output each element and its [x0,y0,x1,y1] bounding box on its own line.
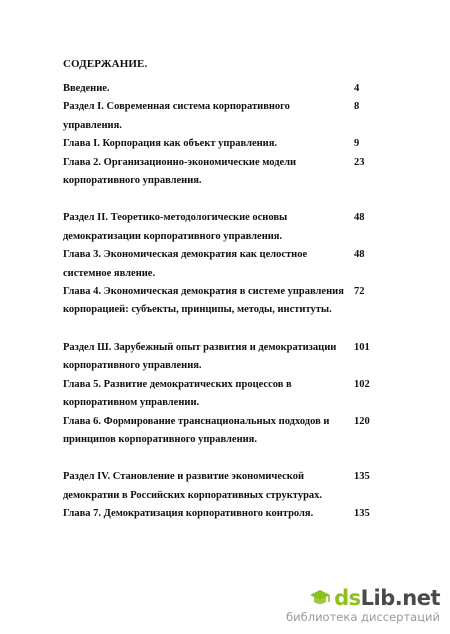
toc-entry [63,468,383,505]
toc-entry-page: 48 [354,249,365,261]
toc-entry [63,98,383,135]
watermark [286,587,440,624]
toc-entry [63,283,383,320]
toc-entry-title: Введение. [63,83,110,94]
toc-entry-page: 23 [354,156,365,168]
graduation-cap-icon [309,589,331,607]
toc-entry-page: 4 [354,83,360,94]
watermark-subtitle: библиотека диссертаций [286,610,440,624]
toc-entry-page: 120 [354,415,370,427]
toc-entry-title: Раздел IV. Становление и развитие экономической демократии в Российских корпоративных структурах. [63,471,323,501]
toc-entry-title: Глава 3. Экономическая демократия как целостное системное явление. [63,249,308,279]
toc-entry-page: 8 [354,101,360,113]
toc-entry [63,246,383,283]
toc-entry-title: Глава 6. Формирование транснациональных подходов и принципов корпоративного управления. [63,415,330,445]
toc-entry [63,376,383,413]
toc-entry-title: Раздел I. Современная система корпоративного управления. [63,101,290,131]
toc-entry-page: 48 [354,212,365,224]
toc-entry [63,209,383,246]
table-of-contents [63,80,383,524]
section-spacer [63,320,383,339]
toc-entry [63,154,383,191]
toc-entry-title: Глава 2. Организационно-экономические модели корпоративного управления. [63,156,297,187]
watermark-logo: dsLib.net [334,586,440,610]
toc-entry [63,80,383,98]
toc-entry-page: 72 [354,286,365,298]
toc-entry-title: Раздел II. Теоретико-методологические основы демократизации корпоративного управления. [63,212,288,242]
toc-entry-page: 101 [354,341,370,353]
toc-entry-page: 135 [354,471,370,483]
toc-entry-title: Глава 7. Демократизация корпоративного контроля. [63,508,314,520]
section-spacer [63,190,383,209]
toc-entry-title: Глава I. Корпорация как объект управления. [63,138,278,150]
toc-entry-page: 135 [354,508,370,520]
toc-entry [63,339,383,376]
section-spacer [63,449,383,468]
toc-entry [63,135,383,153]
toc-heading: СОДЕРЖАНИЕ. [63,58,148,70]
toc-entry-title: Раздел Ш. Зарубежный опыт развития и демократизации корпоративного управления. [63,341,337,372]
toc-entry-page: 9 [354,138,360,150]
toc-entry-title: Глава 5. Развитие демократических процессов в корпоративном управлении. [63,378,292,409]
toc-entry-title: Глава 4. Экономическая демократия в системе управления корпорацией: субъекты, принципы, методы, институты. [63,286,344,316]
toc-entry [63,413,383,450]
toc-entry-page: 102 [354,378,370,390]
toc-entry [63,505,383,523]
